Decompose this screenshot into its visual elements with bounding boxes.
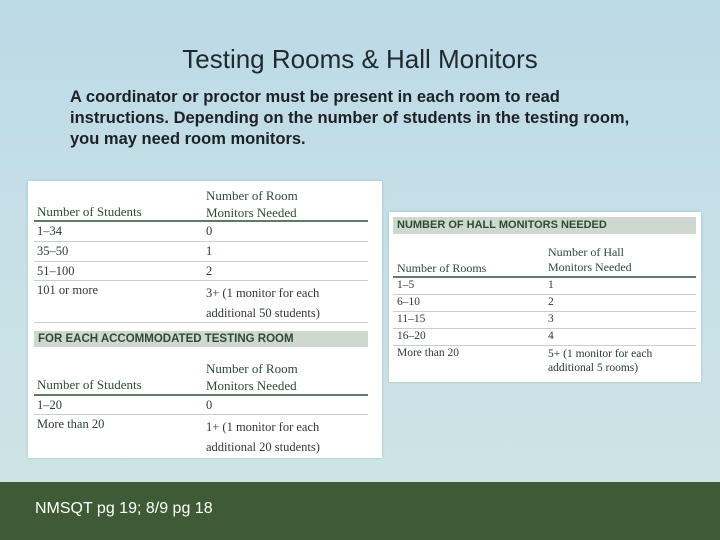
header-number-of-students: Number of Students: [37, 377, 142, 392]
cell-students: 1–20: [37, 398, 62, 412]
header-number-of-students: Number of Students: [37, 204, 142, 219]
header-number-of-rooms: Number of Rooms: [397, 261, 487, 275]
table-row: [393, 295, 696, 312]
cell-monitors: 3+ (1 monitor for each additional 50 students): [206, 286, 320, 320]
cell-monitors: 1: [206, 244, 213, 258]
table-row: [34, 281, 368, 323]
header-hall-monitors-needed: Number of Hall Monitors Needed: [548, 245, 632, 274]
table-row: [34, 415, 368, 455]
cell-students: 101 or more: [37, 283, 99, 297]
cell-rooms: 11–15: [397, 313, 426, 325]
accommodated-section-title: FOR EACH ACCOMMODATED TESTING ROOM: [34, 331, 368, 347]
cell-hall-monitors: 5+ (1 monitor for each additional 5 rooms): [548, 348, 653, 374]
cell-monitors: 0: [206, 224, 213, 238]
slide-title: Testing Rooms & Hall Monitors: [182, 44, 538, 74]
cell-monitors: 0: [206, 398, 213, 412]
table-row: [34, 262, 368, 281]
cell-hall-monitors: 3: [548, 313, 554, 325]
cell-students: 1–34: [37, 224, 62, 238]
cell-students: 35–50: [37, 244, 69, 258]
cell-rooms: 16–20: [397, 330, 426, 342]
table-row: [34, 222, 368, 242]
table-row: [393, 346, 696, 378]
header-room-monitors-needed: Number of Room Monitors Needed: [206, 188, 298, 220]
cell-rooms: More than 20: [397, 347, 459, 359]
table-row: [34, 396, 368, 415]
table-row: [393, 329, 696, 346]
hall-monitors-header: [393, 244, 696, 278]
hall-monitors-card: [389, 212, 701, 382]
cell-students: 51–100: [37, 264, 75, 278]
cell-students: More than 20: [37, 417, 105, 431]
table-row: [393, 312, 696, 329]
cell-hall-monitors: 4: [548, 330, 554, 342]
hall-monitors-section-title: NUMBER OF HALL MONITORS NEEDED: [393, 217, 696, 234]
table-row: [393, 278, 696, 295]
cell-monitors: 1+ (1 monitor for each additional 20 students): [206, 420, 320, 454]
cell-monitors: 2: [206, 264, 213, 278]
cell-hall-monitors: 2: [548, 296, 554, 308]
cell-rooms: 6–10: [397, 296, 420, 308]
accommodated-header: [34, 358, 368, 396]
footer-reference: NMSQT pg 19; 8/9 pg 18: [35, 500, 213, 517]
cell-rooms: 1–5: [397, 279, 415, 291]
room-monitors-header: [34, 185, 368, 222]
intro-text: A coordinator or proctor must be present in each room to read instructions. Depending on the number of students in the testing room, you may need room monitors.: [70, 88, 630, 148]
header-room-monitors-needed: Number of Room Monitors Needed: [206, 361, 298, 393]
room-monitors-card: [28, 181, 382, 458]
table-row: [34, 242, 368, 262]
cell-hall-monitors: 1: [548, 279, 554, 291]
